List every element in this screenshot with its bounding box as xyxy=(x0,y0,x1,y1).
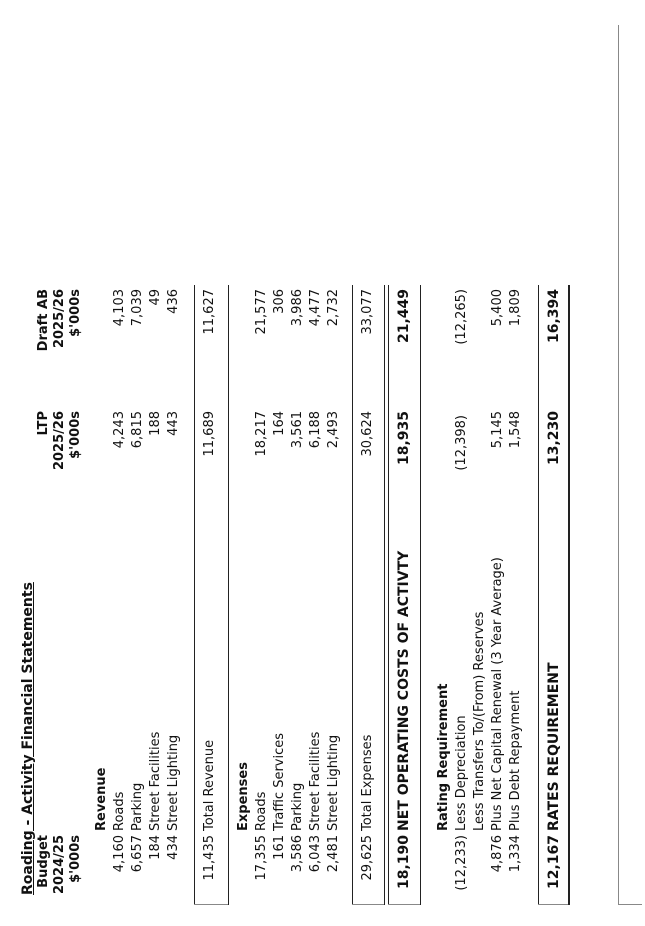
budget-value: 4,160 xyxy=(112,835,127,873)
row-label: Total Revenue xyxy=(202,739,217,831)
header-draft-line2: 2025/26 xyxy=(52,289,67,349)
row-label: Street Lighting xyxy=(326,734,341,831)
row-label: Less Depreciation xyxy=(454,715,469,831)
row-label: Roads xyxy=(112,791,127,831)
draft-value: 4,477 xyxy=(308,289,323,327)
header-ltp-line1: LTP xyxy=(36,411,51,436)
column-separator xyxy=(352,904,384,905)
budget-value: 6,657 xyxy=(130,835,145,873)
row-label: Parking xyxy=(130,782,145,831)
ltp-value: 30,624 xyxy=(360,411,375,457)
row-label: Street Facilities xyxy=(148,731,163,831)
ltp-value: 188 xyxy=(148,411,163,436)
budget-value: 6,043 xyxy=(308,835,323,873)
draft-value: 33,077 xyxy=(360,289,375,335)
column-separator xyxy=(194,904,228,905)
ltp-value: (12,398) xyxy=(454,415,469,471)
page-title: Roading - Activity Financial Statements xyxy=(20,582,36,895)
ltp-value: 6,815 xyxy=(130,411,145,449)
row-label: Traffic Services xyxy=(272,732,287,831)
header-budget-line2: 2024/25 xyxy=(52,835,67,895)
budget-value: 29,625 xyxy=(360,835,375,881)
ltp-value: 2,493 xyxy=(326,411,341,449)
budget-value: 17,355 xyxy=(254,835,269,881)
rule-below-net-operating xyxy=(420,285,421,905)
budget-value: 3,586 xyxy=(290,835,305,873)
draft-value: 1,809 xyxy=(508,289,523,327)
ltp-value: 3,561 xyxy=(290,411,305,449)
draft-value: 21,577 xyxy=(254,289,269,335)
ltp-value: 5,145 xyxy=(490,411,505,449)
row-label: NET OPERATING COSTS OF ACTIVTY xyxy=(396,550,412,831)
header-draft-line1: Draft AB xyxy=(36,289,51,352)
rule-below-total-expenses xyxy=(384,285,385,905)
ltp-value: 164 xyxy=(272,411,287,436)
budget-value: 12,167 xyxy=(546,835,562,890)
ltp-value: 443 xyxy=(166,411,181,436)
ltp-value: 11,689 xyxy=(202,411,217,457)
ltp-value: 18,935 xyxy=(396,411,412,466)
row-label: Less Transfers To/(From) Reserves xyxy=(472,611,487,831)
draft-value: 16,394 xyxy=(546,289,562,344)
draft-value: 4,103 xyxy=(112,289,127,327)
header-ltp-line2: 2025/26 xyxy=(52,411,67,471)
header-draft-line3: $'000s xyxy=(68,289,83,337)
draft-value: 306 xyxy=(272,289,287,314)
header-budget-line1: Budget xyxy=(36,835,51,888)
budget-value: 18,190 xyxy=(396,835,412,890)
column-separator xyxy=(538,904,568,905)
column-separator xyxy=(388,904,420,905)
rule-above-rates-requirement xyxy=(538,285,539,905)
budget-value: 4,876 xyxy=(490,835,505,873)
draft-value: 436 xyxy=(166,289,181,314)
row-label: Street Lighting xyxy=(166,734,181,831)
header-ltp-line3: $'000s xyxy=(68,411,83,459)
header-budget-line3: $'000s xyxy=(68,835,83,883)
draft-value: 3,986 xyxy=(290,289,305,327)
financial-statement-table xyxy=(22,25,642,905)
rule-below-total-revenue xyxy=(228,285,229,905)
row-label: Street Facilities xyxy=(308,731,323,831)
expenses-heading: Expenses xyxy=(236,762,251,831)
row-label: Parking xyxy=(290,782,305,831)
ltp-value: 18,217 xyxy=(254,411,269,457)
draft-value: (12,265) xyxy=(454,289,469,345)
row-label: Plus Debt Repayment xyxy=(508,690,523,831)
row-label: Plus Net Capital Renewal (3 Year Average) xyxy=(490,557,505,831)
budget-value: 161 xyxy=(272,835,287,860)
budget-value: 434 xyxy=(166,835,181,860)
rating-requirement-heading: Rating Requirement xyxy=(436,683,451,831)
row-label: RATES REQUIREMENT xyxy=(546,662,562,831)
draft-value: 5,400 xyxy=(490,289,505,327)
budget-value: 1,334 xyxy=(508,835,523,873)
row-label: Total Expenses xyxy=(360,734,375,831)
budget-value: 184 xyxy=(148,835,163,860)
rule-above-total-expenses xyxy=(352,285,353,905)
draft-value: 7,039 xyxy=(130,289,145,327)
ltp-value: 6,188 xyxy=(308,411,323,449)
column-separator xyxy=(618,904,642,905)
page-bottom-rule xyxy=(618,25,619,905)
ltp-value: 1,548 xyxy=(508,411,523,449)
budget-value: 11,435 xyxy=(202,835,217,881)
budget-value: (12,233) xyxy=(454,835,469,891)
draft-value: 49 xyxy=(148,289,163,306)
budget-value: 2,481 xyxy=(326,835,341,873)
ltp-value: 13,230 xyxy=(546,411,562,466)
rule-above-net-operating xyxy=(388,285,389,905)
draft-value: 11,627 xyxy=(202,289,217,335)
revenue-heading: Revenue xyxy=(94,767,109,831)
rule-above-total-revenue xyxy=(194,285,195,905)
rule-below-rates-requirement xyxy=(568,285,570,905)
row-label: Roads xyxy=(254,791,269,831)
draft-value: 21,449 xyxy=(396,289,412,344)
draft-value: 2,732 xyxy=(326,289,341,327)
ltp-value: 4,243 xyxy=(112,411,127,449)
